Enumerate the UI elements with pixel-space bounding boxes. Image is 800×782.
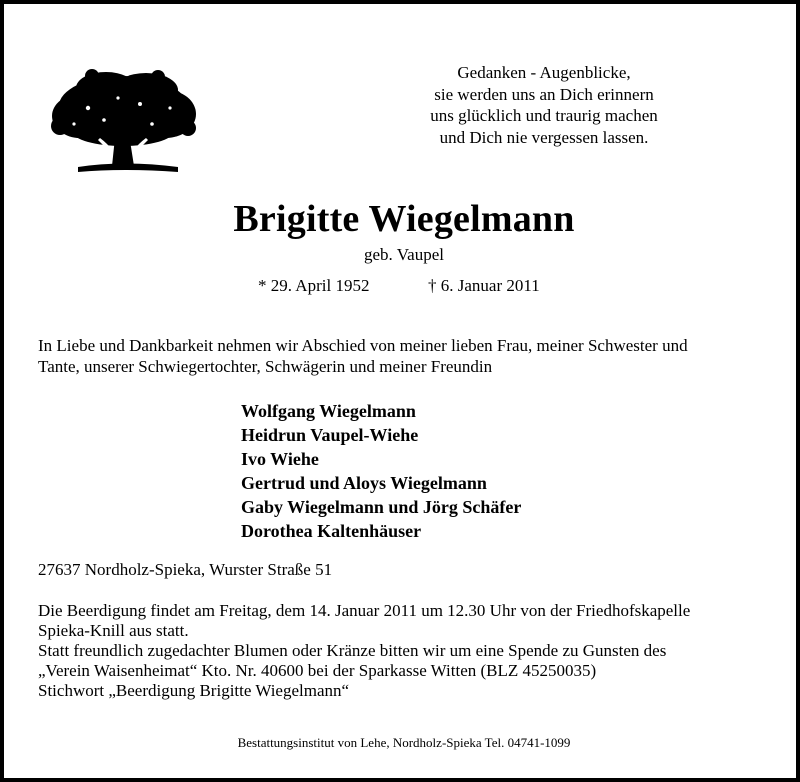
poem-line: sie werden uns an Dich erinnern (434, 84, 654, 104)
farewell-line: Tante, unserer Schwiegertochter, Schwägerin und meiner Freundin (38, 357, 493, 376)
notice-line: Spieka-Knill aus statt. (38, 621, 189, 640)
poem-line: und Dich nie vergessen lassen. (439, 127, 649, 147)
mourner-name: Dorothea Kaltenhäuser (241, 521, 422, 541)
birth-name: geb. Vaupel (364, 245, 444, 264)
notice-line: „Verein Waisenheimat“ Kto. Nr. 40600 bei der Sparkasse Witten (BLZ 45250035) (38, 661, 597, 680)
notice-line: Statt freundlich zugedachter Blumen oder Kränze bitten wir um eine Spende zu Gunsten des (38, 641, 667, 660)
poem-line: Gedanken - Augenblicke, (457, 63, 631, 82)
mourner-name: Wolfgang Wiegelmann (241, 401, 416, 421)
funeral-notice (38, 601, 778, 701)
mourner-name: Heidrun Vaupel-Wiehe (241, 425, 419, 445)
notice-line: Stichwort „Beerdigung Brigitte Wiegelmann“ (38, 681, 350, 700)
birth-date: * 29. April 1952 (258, 276, 370, 295)
mourner-name: Gaby Wiegelmann und Jörg Schäfer (241, 497, 522, 517)
farewell-line: In Liebe und Dankbarkeit nehmen wir Abschied von meiner lieben Frau, meiner Schwester und (38, 336, 688, 355)
tree-icon (48, 68, 198, 178)
death-date: † 6. Januar 2011 (428, 276, 540, 295)
family-address: 27637 Nordholz-Spieka, Wurster Straße 51 (38, 560, 333, 579)
mourner-name: Ivo Wiehe (241, 449, 319, 469)
memorial-poem (384, 62, 704, 148)
funeral-home-footer: Bestattungsinstitut von Lehe, Nordholz-Spieka Tel. 04741-1099 (237, 735, 571, 750)
deceased-name: Brigitte Wiegelmann (233, 198, 575, 240)
notice-line: Die Beerdigung findet am Freitag, dem 14. Januar 2011 um 12.30 Uhr von der Friedhofskapelle (38, 601, 691, 620)
mourners-list (241, 399, 721, 543)
farewell-text (38, 335, 778, 377)
poem-line: uns glücklich und traurig machen (430, 106, 658, 125)
mourner-name: Gertrud und Aloys Wiegelmann (241, 473, 487, 493)
